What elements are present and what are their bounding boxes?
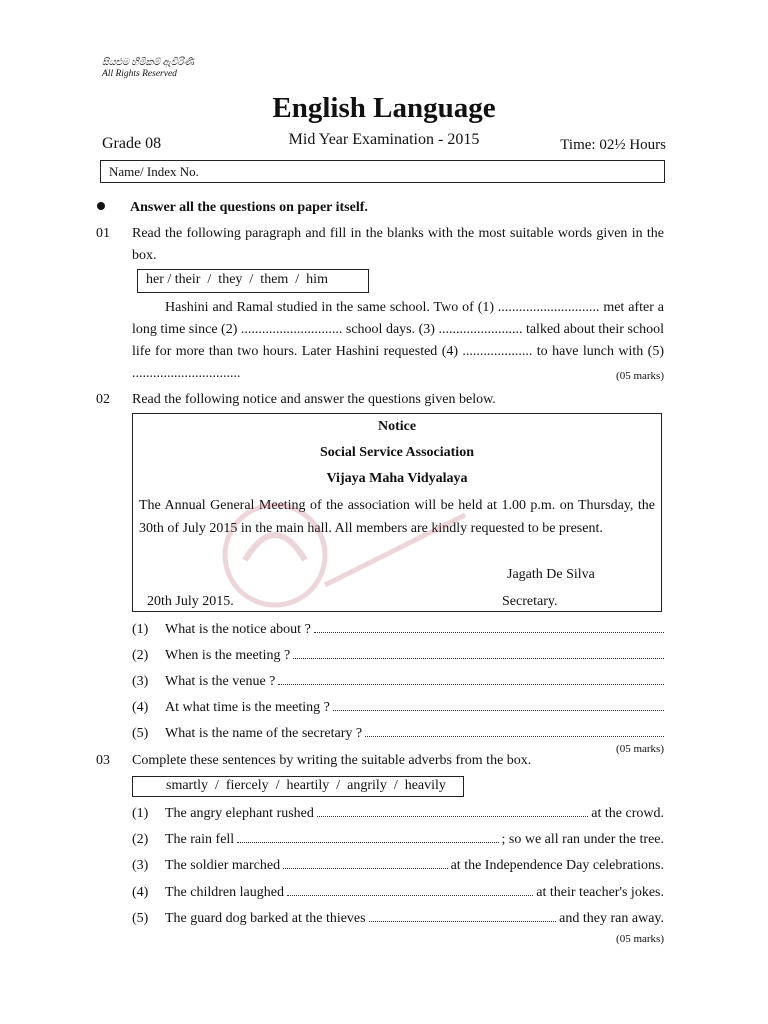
answer-line-q2-4[interactable] [333,698,664,711]
word-box-3 [132,776,464,797]
fill-blank-paragraph: Hashini and Ramal studied in the same school. Two of (1) ............................. met after a long time since (2) ............................. school days. (3) ........................ talked about their school life for more than two hours. Later Hashini requested (4) .................... to have lunch with (5) ............................... [132,300,664,381]
answer-line-q3-4[interactable] [287,883,533,896]
question-number-3: 03 [96,753,110,768]
instruction [97,200,368,216]
copyright-sinhala: සියළුම හිමිකම් ඇවිරිණි [102,58,195,68]
word-box-1 [137,269,369,293]
q3-item-1: (1) The angry elephant rushed at the crowd. [132,806,664,821]
answer-line-q2-5[interactable] [365,724,664,737]
q3-item-5: (5) The guard dog barked at the thieves and they ran away. [132,911,664,926]
q2-item-2: (2) When is the meeting ? [132,646,664,664]
copyright-english: All Rights Reserved [102,69,177,79]
answer-line-q3-1[interactable] [317,804,588,817]
name-index-label: Name/ Index No. [109,164,199,179]
name-index-field[interactable] [100,160,665,183]
instruction-text: Answer all the questions on paper itself. [130,200,368,215]
marks-q3: (05 marks) [616,933,664,945]
question-number-1: 01 [96,226,110,241]
question-number-2: 02 [96,392,110,407]
page-title: English Language [272,92,496,124]
exam-name: Mid Year Examination - 2015 [288,131,480,148]
marks-q1: (05 marks) [616,370,664,382]
grade-label: Grade 08 [102,135,162,152]
time-allowed: Time: 02½ Hours [560,137,666,153]
notice-body: The Annual General Meeting of the association will be held at 1.00 p.m. on Thursday, the 30th of July 2015 in the main hall. All members are kindly requested to be present. [139,498,655,536]
answer-line-q3-3[interactable] [283,856,448,869]
watermark-logo [215,490,475,620]
question-1-text: Read the following paragraph and fill in the blanks with the most suitable words given in the box. [132,226,664,263]
q3-item-3: (3) The soldier marched at the Independence Day celebrations. [132,858,664,873]
answer-line-q2-1[interactable] [314,620,664,633]
q2-item-4: (4) At what time is the meeting ? [132,698,664,716]
answer-line-q3-5[interactable] [369,909,557,922]
marks-q2: (05 marks) [616,743,664,755]
notice-organization: Social Service Association [320,445,474,460]
notice-heading: Notice [377,419,417,434]
notice-school: Vijaya Maha Vidyalaya [326,471,468,486]
word-box-1-text: her / their / they / them / him [146,272,328,287]
notice-signer: Jagath De Silva [507,567,595,582]
copyright-notice [102,58,194,80]
q2-item-1: (1) What is the notice about ? [132,620,664,638]
answer-line-q2-2[interactable] [293,646,664,659]
answer-line-q3-2[interactable] [237,830,498,843]
question-3-text: Complete these sentences by writing the suitable adverbs from the box. [132,753,532,768]
answer-line-q2-3[interactable] [278,672,664,685]
word-box-3-text: smartly / fiercely / heartily / angrily / heavily [166,778,446,793]
q3-item-2: (2) The rain fell ; so we all ran under the tree. [132,832,664,847]
notice-date: 20th July 2015. [147,594,234,609]
q3-item-4: (4) The children laughed at their teacher's jokes. [132,885,664,900]
notice-role: Secretary. [502,594,558,609]
q2-item-3: (3) What is the venue ? [132,672,664,690]
question-2-text: Read the following notice and answer the questions given below. [132,392,496,407]
q2-item-5: (5) What is the name of the secretary ? [132,724,664,742]
bullet-icon [97,202,105,210]
